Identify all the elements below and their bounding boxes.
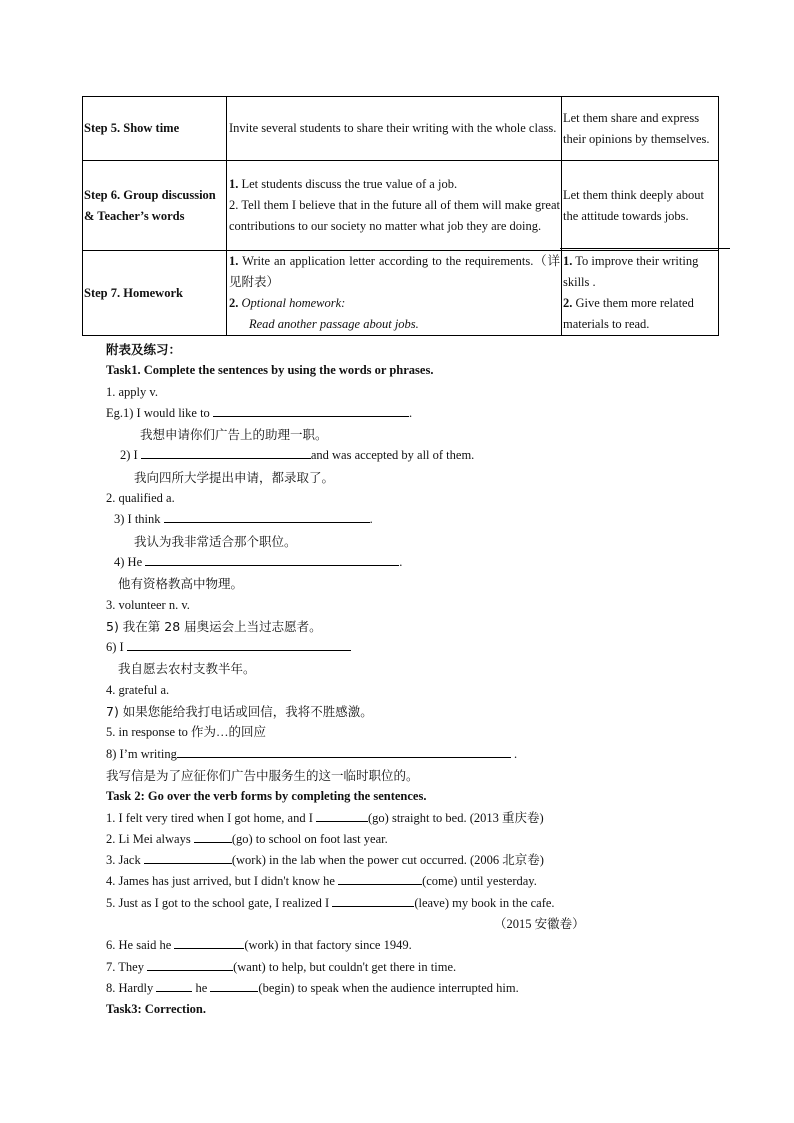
activity-item: 1. Write an application letter according to the requirements.（详见附表） [229,254,560,289]
example-2-cn: 我向四所大学提出申请，都录取了。 [134,469,335,485]
task1-title: Task1. Complete the sentences by using the words or phrases. [106,363,434,378]
answer-blank[interactable] [127,638,351,651]
answer-blank[interactable] [147,958,233,971]
task2-sentence: 5. Just as I got to the school gate, I realized I (leave) my book in the cafe. [106,895,555,910]
example-3: 3) I think . [114,512,373,527]
purpose-text: Let them share and express their opinions by themselves. [563,110,710,146]
step-cell: Step 7. Homework [83,251,227,336]
step-cell: Step 6. Group discussion & Teacher’s words [83,161,227,251]
example-4: 4) He . [114,554,403,569]
task2-sentence: 1. I felt very tired when I got home, and I (go) straight to bed. (2013 重庆卷) [106,810,544,825]
word-qualified: 2. qualified a. [106,491,175,506]
example-6-cn: 我自愿去农村支教半年。 [118,661,256,677]
word-grateful: 4. grateful a. [106,682,170,697]
answer-blank[interactable] [141,446,311,459]
example-5: 5) 我在第 28 届奥运会上当过志愿者。 [106,618,322,634]
exercises-section [106,339,726,1021]
answer-blank[interactable] [210,979,258,992]
example-3-cn: 我认为我非常适合那个职位。 [134,533,297,549]
answer-blank[interactable] [177,745,511,758]
activity-item: 2. Optional homework: [229,296,346,310]
activity-cell [227,161,562,251]
step-cell: Step 5. Show time [83,97,227,161]
table-stub-line [560,248,730,249]
example-2: 2) I and was accepted by all of them. [120,448,475,463]
task2-title: Task 2: Go over the verb forms by completing the sentences. [106,789,427,804]
purpose-cell [562,97,719,161]
task2-sentence: 7. They (want) to help, but couldn't get there in time. [106,959,457,974]
task2-sentence: 4. James has just arrived, but I didn't know he (come) until yesterday. [106,874,537,889]
answer-blank[interactable] [338,872,422,885]
example-7: 7) 如果您能给我打电话或回信，我将不胜感激。 [106,704,373,720]
answer-blank[interactable] [156,979,192,992]
answer-blank[interactable] [164,510,370,523]
task2-sentence: 3. Jack (work) in the lab when the power cut occurred. (2006 北京卷) [106,853,544,868]
example-4-cn: 他有资格教高中物理。 [118,576,244,592]
answer-blank[interactable] [174,936,244,949]
purpose-item: 1. To improve their writing skills . [563,254,699,289]
word-apply: 1. apply v. [106,384,158,399]
answer-blank[interactable] [194,830,232,843]
table-row-step5 [83,97,719,161]
activity-item: 2. Tell them I believe that in the future all of them will make great contributions to our society no matter what job they are doing. [229,198,560,233]
task2-sentence: 2. Li Mei always (go) to school on foot last year. [106,831,388,846]
activity-cell [227,97,562,161]
table-row-step6 [83,161,719,251]
table-row-step7 [83,251,719,336]
answer-blank[interactable] [316,809,368,822]
answer-blank[interactable] [144,851,232,864]
appendix-heading: 附表及练习： [106,342,182,357]
purpose-cell [562,161,719,251]
activity-item: 1. Let students discuss the true value of a job. [229,177,458,191]
example-8-cn: 我写信是为了应征你们广告中服务生的这一临时职位的。 [106,767,419,783]
activity-text: Invite several students to share their writing with the whole class. [229,121,557,135]
example-6: 6) I [106,637,726,658]
answer-blank[interactable] [332,894,414,907]
task3-title: Task3: Correction. [106,1002,206,1017]
word-in-response-to: 5. in response to 作为…的回应 [106,725,267,740]
answer-blank[interactable] [213,404,409,417]
example-1: Eg.1) I would like to . [106,405,413,420]
task2-sentence: 8. Hardly he (begin) to speak when the audience interrupted him. [106,980,519,995]
source-tag: （2015 安徽卷） [494,917,585,932]
example-8: 8) I’m writing . [106,746,518,761]
lesson-plan-table [82,96,719,336]
task2-sentence: 6. He said he (work) in that factory since 1949. [106,938,412,953]
answer-blank[interactable] [145,553,399,566]
activity-cell [227,251,562,336]
word-volunteer: 3. volunteer n. v. [106,597,190,612]
activity-item: Read another passage about jobs. [249,317,419,331]
example-1-cn: 我想申请你们广告上的助理一职。 [140,427,328,443]
purpose-text: Let them think deeply about the attitude towards jobs. [563,187,704,223]
purpose-cell [562,251,719,336]
purpose-item: 2. Give them more related materials to read. [563,296,694,331]
